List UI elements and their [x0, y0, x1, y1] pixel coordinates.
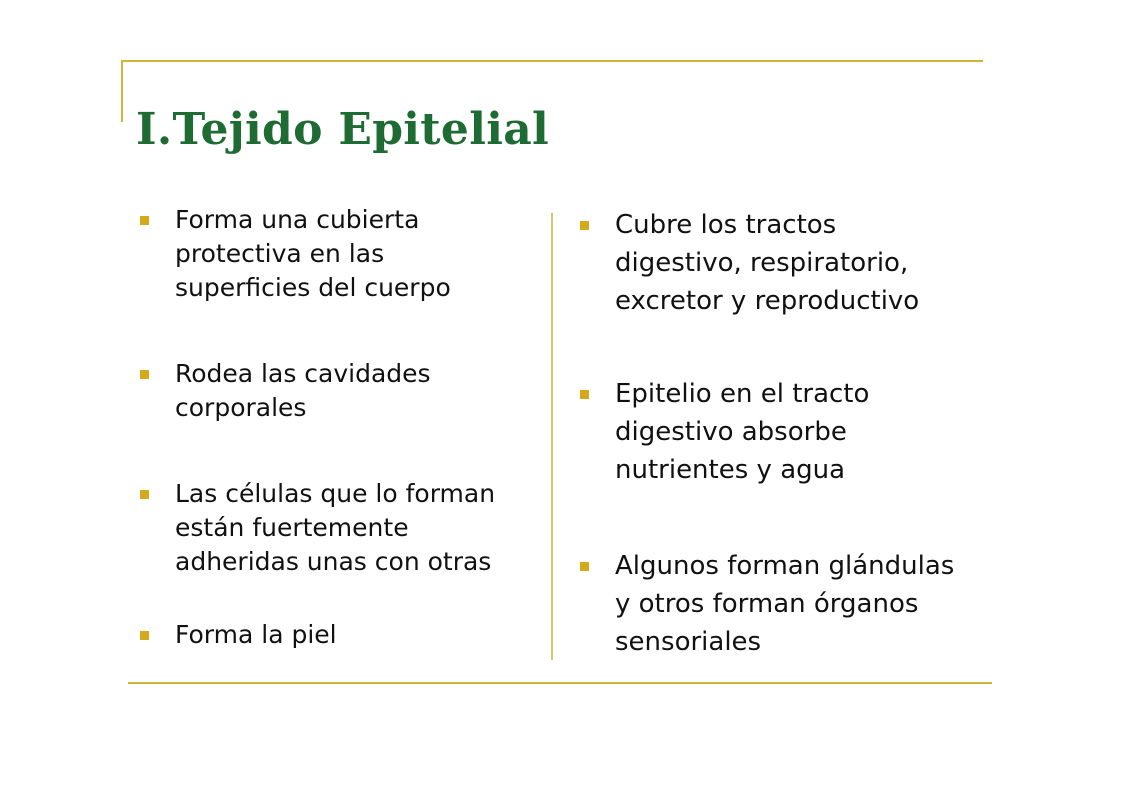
list-item-line: están fuertemente	[175, 513, 409, 542]
list-item-line: digestivo, respiratorio,	[615, 248, 909, 278]
list-item-line: corporales	[175, 393, 307, 422]
list-item-line: Forma la piel	[175, 620, 337, 649]
list-item-line: nutrientes y agua	[615, 455, 846, 485]
left-rule	[121, 60, 123, 122]
list-item	[580, 206, 1000, 320]
list-item-line: Forma una cubierta	[175, 205, 420, 234]
square-bullet-icon	[140, 631, 149, 640]
list-item-line: excretor y reproductivo	[615, 286, 920, 316]
list-item-line: sensoriales	[615, 627, 762, 657]
list-item-line: Las células que lo forman	[175, 479, 496, 508]
list-item-line: adheridas unas con otras	[175, 547, 492, 576]
square-bullet-icon	[140, 490, 149, 499]
top-rule	[121, 60, 983, 62]
list-item-line: y otros forman órganos	[615, 589, 919, 619]
square-bullet-icon	[140, 370, 149, 379]
list-item-line: Epitelio en el tracto	[615, 379, 870, 409]
list-item	[140, 618, 545, 652]
list-item-line: Algunos forman glándulas	[615, 551, 955, 581]
list-item-line: Rodea las cavidades	[175, 359, 431, 388]
column-divider	[551, 213, 553, 660]
list-item-line: superficies del cuerpo	[175, 273, 451, 302]
list-item	[580, 375, 1000, 489]
list-item	[580, 547, 1000, 661]
list-item	[140, 477, 545, 579]
list-item	[140, 357, 545, 425]
list-item-line: digestivo absorbe	[615, 417, 847, 447]
square-bullet-icon	[580, 390, 589, 399]
slide-title: I.Tejido Epitelial	[136, 104, 550, 155]
bottom-rule	[128, 682, 992, 684]
square-bullet-icon	[140, 216, 149, 225]
list-item	[140, 203, 545, 305]
square-bullet-icon	[580, 221, 589, 230]
left-bullet-list	[140, 203, 545, 704]
list-item-line: Cubre los tractos	[615, 210, 837, 240]
right-bullet-list	[580, 206, 1000, 716]
square-bullet-icon	[580, 562, 589, 571]
list-item-line: protectiva en las	[175, 239, 385, 268]
